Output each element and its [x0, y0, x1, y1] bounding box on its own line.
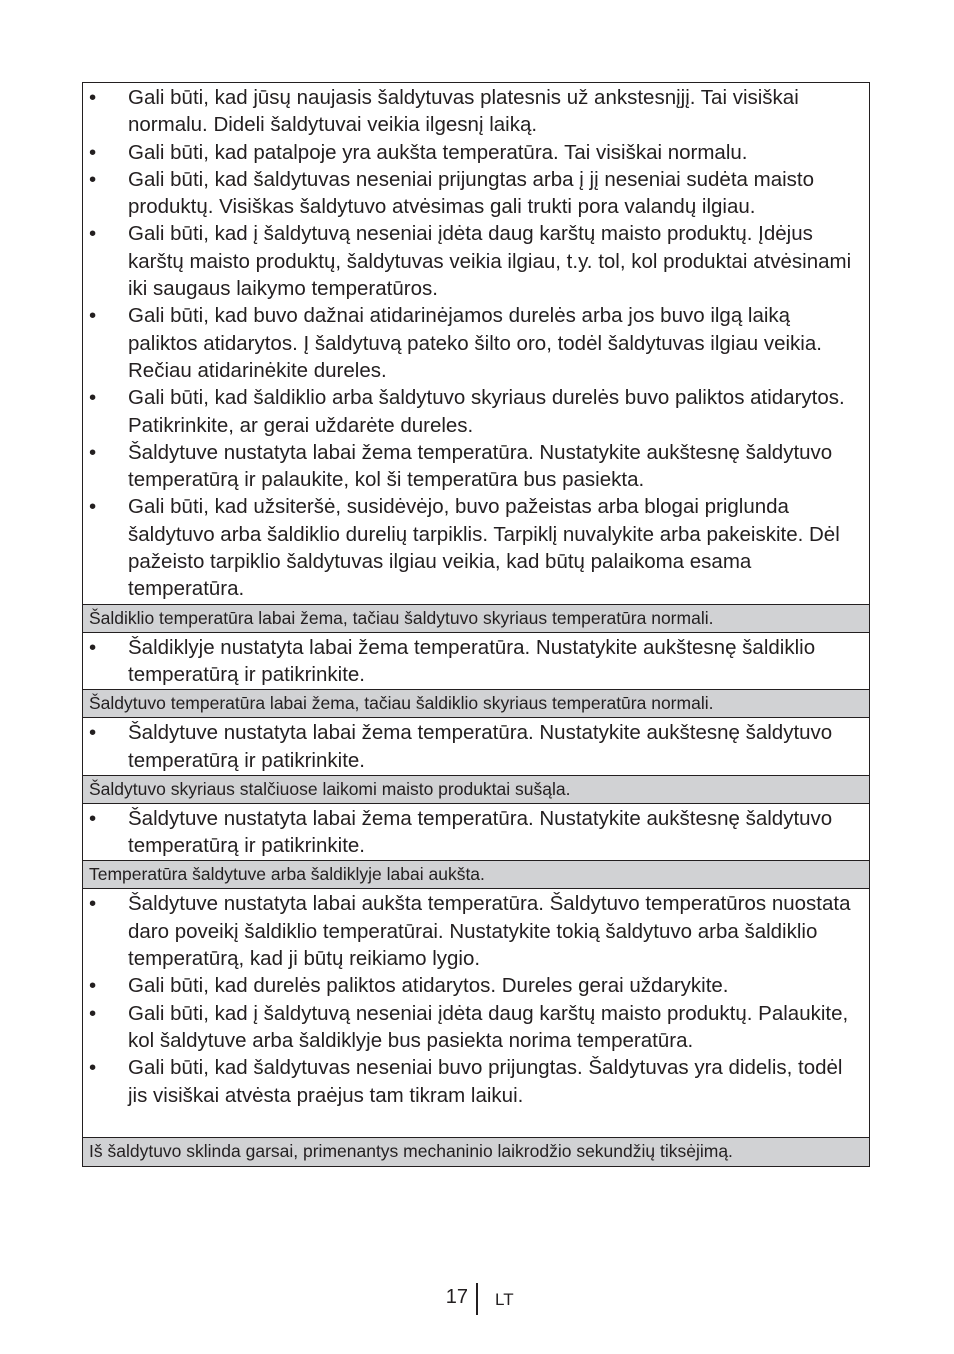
list-item-text: Šaldytuve nustatyta labai žema temperatūra. Nustatykite aukštesnę šaldytuvo temperatūrą ir palaukite, kol ši temperatūra bus pasiekta. — [128, 440, 833, 492]
list-item-text: Šaldytuve nustatyta labai žema temperatūra. Nustatykite aukštesnę šaldytuvo temperatūrą ir patikrinkite. — [128, 806, 833, 858]
page-footer — [0, 1283, 954, 1315]
section-3 — [83, 804, 869, 861]
problem-header: Šaldytuvo temperatūra labai žema, tačiau šaldiklio skyriaus temperatūra normali. — [83, 689, 869, 718]
section-2 — [83, 718, 869, 775]
list-item-text: Gali būti, kad į šaldytuvą neseniai įdėta daug karštų maisto produktų. Palaukite, kol šaldytuve arba šaldiklyje bus pasiekta norima temperatūra. — [128, 1001, 849, 1052]
bullet-icon: • — [89, 222, 97, 246]
list-item — [83, 634, 869, 689]
bullet-icon: • — [89, 386, 97, 410]
bullet-icon: • — [89, 167, 97, 191]
list-item-text: Gali būti, kad užsiteršė, susidėvėjo, buvo pažeistas arba blogai priglunda šaldytuvo arba šaldiklio durelių tarpiklis. Tarpiklį nuvalykite arba pakeiskite. Dėl pažeisto tarpiklio šaldytuvas ilgiau veikia, kad būtų palaikoma esama temperatūra. — [128, 495, 840, 601]
language-label: LT — [495, 1290, 514, 1309]
list-item — [83, 890, 869, 972]
problem-header-final: Iš šaldytuvo sklinda garsai, primenantys mechaninio laikrodžio sekundžių tiksėjimą. — [83, 1137, 869, 1166]
bullet-icon: • — [89, 806, 97, 830]
bullet-icon: • — [89, 495, 97, 519]
list-item-text: Gali būti, kad šaldytuvas neseniai buvo prijungtas. Šaldytuvas yra didelis, todėl jis visiškai atvėsta praėjus tam tikram laikui. — [128, 1056, 843, 1107]
list-item — [83, 805, 869, 860]
list-item — [83, 972, 869, 999]
list-item-text: Gali būti, kad patalpoje yra aukšta temperatūra. Tai visiškai normalu. — [128, 140, 748, 164]
bullet-list — [83, 719, 869, 774]
troubleshooting-table — [82, 82, 870, 1167]
list-item-text: Gali būti, kad jūsų naujasis šaldytuvas platesnis už ankstesnįjį. Tai visiškai normalu. Dideli šaldytuvai veikia ilgesnį laiką. — [128, 86, 799, 137]
list-item-text: Šaldytuve nustatyta labai aukšta temperatūra. Šaldytuvo temperatūros nuostata daro poveikį šaldiklio temperatūrai. Nustatykite tokią šaldytuvo arba šaldiklio temperatūrą, kad ji būtų reikiamo lygio. — [128, 892, 851, 971]
page-number: 17 — [445, 1286, 468, 1308]
problem-header: Šaldytuvo skyriaus stalčiuose laikomi maisto produktai sušąla. — [83, 775, 869, 804]
bullet-icon: • — [89, 892, 97, 916]
list-item-text: Gali būti, kad buvo dažnai atidarinėjamos durelės arba jos buvo ilgą laiką paliktos atidarytos. Į šaldytuvą pateko šilto oro, todėl šaldytuvas ilgiau veikia. Rečiau atidarinėkite dureles. — [128, 304, 822, 382]
problem-header: Temperatūra šaldytuve arba šaldiklyje labai aukšta. — [83, 860, 869, 889]
bullet-icon: • — [89, 304, 97, 328]
section-4 — [83, 889, 869, 1136]
footer-divider — [476, 1283, 478, 1315]
bullet-list — [83, 84, 869, 603]
list-item-text: Gali būti, kad šaldiklio arba šaldytuvo skyriaus durelės buvo paliktos atidarytos. Patikrinkite, ar gerai uždarėte dureles. — [128, 386, 845, 437]
list-item-text: Gali būti, kad šaldytuvas neseniai prijungtas arba į jį neseniai sudėta maisto produktų. Visiškas šaldytuvo atvėsimas gali trukti pora valandų ilgiau. — [128, 167, 814, 219]
section-0 — [83, 83, 869, 604]
list-item-text: Gali būti, kad į šaldytuvą neseniai įdėta daug karštų maisto produktų. Įdėjus karštų maisto produktų, šaldytuvas veikia ilgiau, t.y. tol, kol produktai atvėsinami iki saugaus laikymo temperatūros. — [128, 222, 852, 301]
bullet-icon: • — [89, 721, 97, 745]
list-item-text: Gali būti, kad durelės paliktos atidarytos. Dureles gerai uždarykite. — [128, 974, 729, 998]
bullet-icon: • — [89, 974, 97, 998]
list-item — [83, 84, 869, 139]
bullet-icon: • — [89, 1056, 97, 1080]
list-item-text: Šaldytuve nustatyta labai žema temperatūra. Nustatykite aukštesnę šaldytuvo temperatūrą ir patikrinkite. — [128, 721, 833, 772]
list-item — [83, 439, 869, 494]
list-item — [83, 166, 869, 221]
bullet-icon: • — [89, 140, 97, 164]
bullet-icon: • — [89, 635, 97, 659]
bullet-list — [83, 805, 869, 860]
bullet-list — [83, 634, 869, 689]
list-item — [83, 1000, 869, 1055]
section-1 — [83, 633, 869, 690]
list-item — [83, 220, 869, 302]
list-item — [83, 1054, 869, 1109]
bullet-icon: • — [89, 1001, 97, 1025]
bullet-list — [83, 890, 869, 1108]
list-item — [83, 302, 869, 384]
list-item-text: Šaldiklyje nustatyta labai žema temperatūra. Nustatykite aukštesnę šaldiklio temperatūrą ir patikrinkite. — [128, 635, 816, 686]
list-item — [83, 139, 869, 166]
list-item — [83, 493, 869, 602]
bullet-icon: • — [89, 86, 97, 109]
list-item — [83, 719, 869, 774]
list-item — [83, 384, 869, 439]
bullet-icon: • — [89, 440, 97, 464]
problem-header: Šaldiklio temperatūra labai žema, tačiau šaldytuvo skyriaus temperatūra normali. — [83, 604, 869, 633]
